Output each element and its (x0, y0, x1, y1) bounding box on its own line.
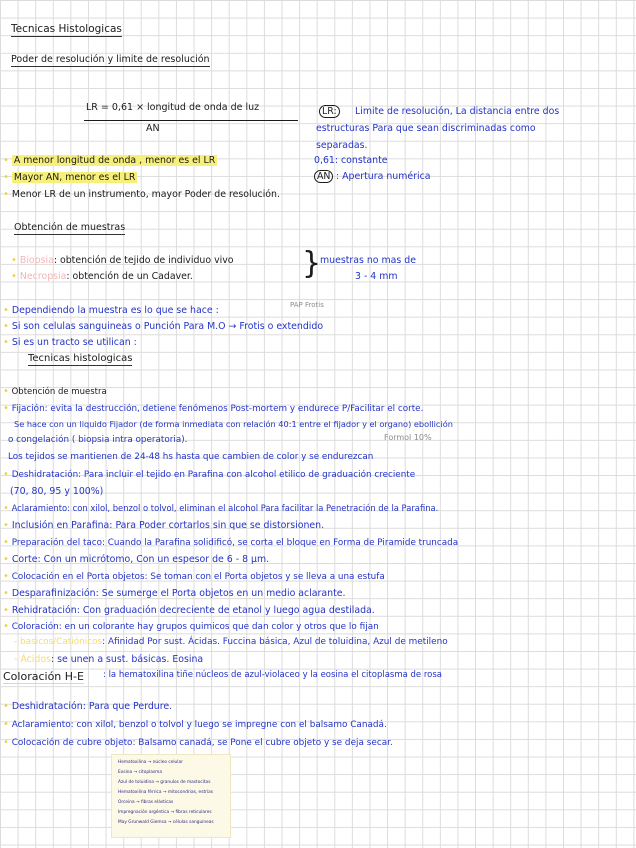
lr-definition-2: estructuras Para que sean discriminadas como (316, 123, 536, 134)
an-label: AN (314, 172, 333, 181)
constant-definition: 0,61: constante (314, 155, 388, 166)
rule-2: • Mayor AN, menor es el LR (3, 172, 136, 183)
he-step-1: • Deshidratación: Para que Perdure. (3, 701, 173, 712)
sticky-note-line: Impregnación argéntica → fibras reticulares (118, 810, 212, 815)
step-fijacion-4: Los tejidos se mantienen de 24-48 hs hasta que cambien de color y se endurezcan (8, 452, 374, 462)
depend-line-2: • Si son celulas sanguineas o Punción Para M.O → Frotis o extendido (3, 321, 324, 332)
step-obtencion: • Obtención de muestra (3, 386, 107, 397)
lr-label: LR: (319, 107, 340, 116)
sticky-note-line: May Grunwald Giemsa → células sanguíneas (118, 820, 214, 825)
formula-numerator: LR = 0,61 × longitud de onda de luz (86, 102, 260, 113)
rule-1: • A menor longitud de onda , menor es el LR (3, 155, 216, 166)
lr-definition-3: separadas. (316, 140, 368, 151)
sticky-note-line: Azul de toluidina → granulos de mastocitos (118, 780, 211, 785)
section-muestras-title: Obtención de muestras (14, 222, 126, 233)
curly-brace: } (302, 246, 322, 281)
step-inclusion: • Inclusión en Parafina: Para Poder cortarlos sin que se distorsionen. (3, 520, 325, 531)
step-coloracion-acidos: - Ácidos: se unen a sust. básicas. Eosina (14, 654, 204, 665)
pap-note: PAP Frotis (290, 301, 324, 309)
fraction-bar (84, 120, 298, 121)
step-fijacion-2: Se hace con un liquido Fijador (de forma inmediata con relación 40:1 entre el fijador y el organo) ebollición (14, 419, 453, 429)
step-deshidratacion: • Deshidratación: Para incluir el tejido en Parafina con alcohol etilico de graduación creciente (3, 469, 416, 480)
depend-line-3: • Si es un tracto se utilican : (3, 337, 137, 348)
sticky-note-line: Orceina → fibras elásticas (118, 800, 174, 805)
he-step-2: • Aclaramiento: con xilol, benzol o tolvol y luego se impregne con el balsamo Canadá. (3, 719, 387, 730)
tecnicas-subtitle: Tecnicas histologicas (28, 353, 133, 364)
step-desparafinizacion: • Desparafinización: Se sumerge el Porta objetos en un medio aclarante. (3, 588, 346, 599)
step-corte: • Corte: Con un micrótomo, Con un espesor de 6 - 8 μm. (3, 554, 270, 565)
step-coloracion-basicos: - basicos/Catiónicos: Afinidad Por sust. Ácidas. Fuccina básica, Azul de toluidina, Azul de metileno (14, 637, 448, 647)
formula-denominator: AN (146, 123, 160, 134)
sticky-note-line: Eosina → citoplasma (118, 770, 162, 775)
sample-size-2: 3 - 4 mm (355, 271, 398, 282)
he-title: Coloración H-E (3, 670, 84, 683)
step-colocacion: • Colocación en el Porta objetos: Se toman con el Porta objetos y se lleva a una estufa (3, 571, 385, 582)
page-title: Tecnicas Histologicas (11, 23, 122, 35)
step-fijacion: • Fijación: evita la destrucción, detiene fenómenos Post-mortem y endurece P/Facilitar el corte. (3, 403, 424, 414)
formol-note: Formol 10% (384, 433, 432, 442)
sample-size-1: muestras no mas de (320, 255, 416, 266)
section-resolucion-title: Poder de resolución y limite de resolución (11, 54, 210, 65)
an-definition: : Apertura numérica (336, 171, 431, 182)
biopsia-line: • Biopsia: obtención de tejido de individuo vivo (11, 255, 234, 266)
he-step-3: • Colocación de cubre objeto: Balsamo canadá, se Pone el cubre objeto y se deja secar. (3, 737, 393, 748)
step-rehidratacion: • Rehidratación: Con graduación decreciente de etanol y luego agua destilada. (3, 605, 375, 616)
step-aclaramiento: • Aclaramiento: con xilol, benzol o tolvol, eliminan el alcohol Para facilitar la Penetración de la Parafina. (3, 503, 439, 514)
lr-definition-1: Limite de resolución, La distancia entre dos (355, 106, 560, 117)
depend-line-1: • Dependiendo la muestra es lo que se hace : (3, 305, 219, 316)
step-taco: • Preparación del taco: Cuando la Parafina solidificó, se corta el bloque en Forma de Piramide truncada (3, 537, 459, 548)
step-deshidratacion-2: (70, 80, 95 y 100%) (10, 486, 104, 497)
sticky-note-line: Hematoxilina → núcleo celular (118, 760, 183, 765)
necropsia-line: • Necropsia: obtención de un Cadaver. (11, 271, 193, 282)
step-fijacion-3: o congelación ( biopsia intra operatoria). (8, 435, 188, 445)
sticky-note-line: Hematoxilina férrica → mitocondrias, estrías (118, 790, 213, 795)
sticky-note (111, 754, 231, 838)
rule-3: • Menor LR de un instrumento, mayor Poder de resolución. (3, 189, 280, 200)
step-coloracion: • Coloración: en un colorante hay grupos quimicos que dan color y otros que lo fijan (3, 621, 379, 632)
he-description: : la hematoxilina tiñe núcleos de azul-violaceo y la eosina el citoplasma de rosa (103, 670, 443, 680)
